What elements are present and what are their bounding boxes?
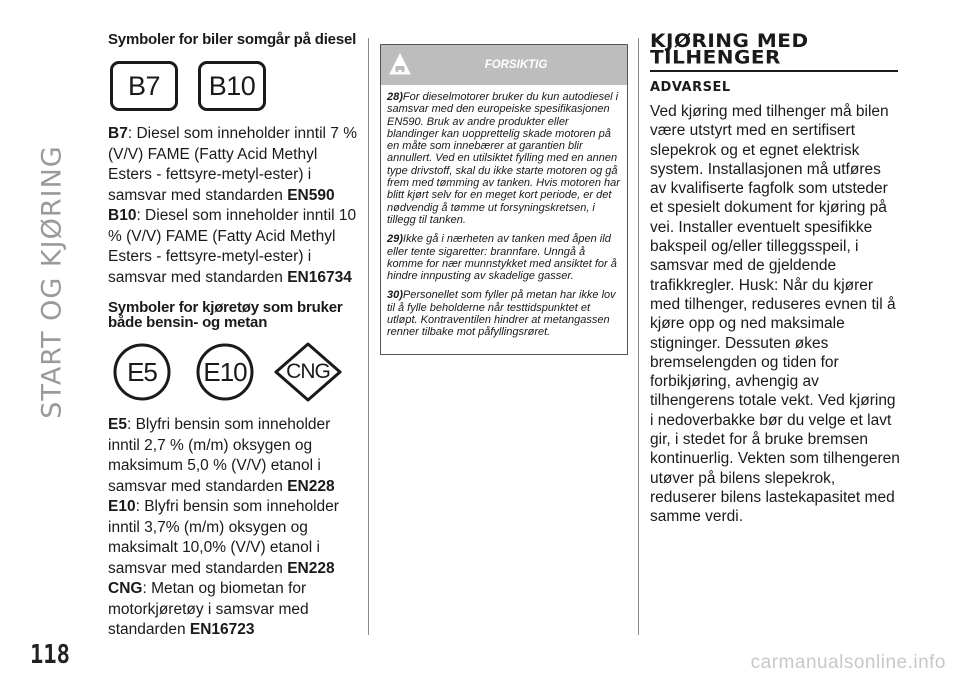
trailer-column xyxy=(650,29,900,527)
e5-badge: E5 xyxy=(108,342,176,402)
trailer-heading: KJØRING MED TILHENGER xyxy=(650,29,809,68)
diesel-badges xyxy=(110,61,360,111)
caution-car-icon xyxy=(389,53,411,80)
e5-description: E5: Blyfri bensin som inneholder inntil 2,7 % (m/m) oksygen og maksimum 5,0 % (V/V) etanol i samsvar med standarden EN228 xyxy=(108,416,335,495)
b7-badge: B7 xyxy=(110,61,178,111)
cng-description: CNG: Metan og biometan for motorkjøretøy i samsvar med standarden EN16723 xyxy=(108,580,309,638)
caution-column xyxy=(380,44,628,355)
page-number: 118 xyxy=(30,640,70,670)
section-side-title: START OG KJØRING xyxy=(36,145,68,419)
caution-box xyxy=(380,44,628,355)
caution-note-28: 28)For dieselmotorer bruker du kun autodiesel i samsvar med den europeiske spesifikasjonen EN590. Bruk av andre produkter eller blandinger kan uopprettelig skade motoren på en måte som innebærer at garantien blir annullert. Ved en utilsiktet fylling med en annen type drivstoff, skal du ikke starte motoren og gå frem med tømming av tanken. Hvis motoren har blitt kjørt selv for en meget kort periode, er det nødvendig å tømme ut forsyningskretsen, i tillegg til tanken. xyxy=(387,91,620,226)
warning-subheading: ADVARSEL xyxy=(650,80,731,95)
watermark: carmanualsonline.info xyxy=(750,652,946,673)
cng-badge: CNG xyxy=(274,342,342,402)
petrol-cng-badges xyxy=(108,342,360,402)
trailer-body-text: Ved kjøring med tilhenger må bilen være utstyrt med en sertifisert slepekrok og et egnet elektrisk system. Installasjonen må utføres av kvalifiserte fagfolk som utsteder et spesielt dokument for kjøring på vei. Installer eventuelt spesifikke bakspeil og/eller tilleggsspeil, i samsvar med de gjeldende trafikkregler. Husk: Når du kjører med tilhenger, reduseres evnen til å kjøre opp og ned maksimale stigninger. Dessuten økes bremselengden og tiden for forbikjøring, avhengig av tilhengerens totale vekt. Ved kjøring i nedoverbakke bør du velge et lavt gir, i stedet for å bruke bremsen kontinuerlig. Vekten som tilhengeren utøver på bilens slepekrok, reduserer bilens lastekapasitet med samme verdi. xyxy=(650,103,900,526)
caution-notes xyxy=(381,85,627,354)
column-divider-2 xyxy=(638,38,639,635)
b10-description: B10: Diesel som inneholder inntil 10 % (V/V) FAME (Fatty Acid Methyl Esters - fettsyre-metyl-ester) i samsvar med standarden EN16734 xyxy=(108,207,357,286)
fuel-symbols-column xyxy=(108,32,360,641)
column-divider-1 xyxy=(368,38,369,635)
b7-description: B7: Diesel som inneholder inntil 7 % (V/V) FAME (Fatty Acid Methyl Esters - fettsyre-metyl-ester) i samsvar med standarden EN590 xyxy=(108,125,357,204)
e10-description: E10: Blyfri bensin som inneholder inntil 3,7% (m/m) oksygen og maksimalt 10,0% (V/V) etanol i samsvar med standarden EN228 xyxy=(108,498,339,577)
diesel-symbols-heading: Symboler for biler somgår på diesel xyxy=(108,31,357,48)
caution-note-29: 29)Ikke gå i nærheten av tanken med åpen ild eller tente sigaretter: brannfare. Unngå å komme for nær munnstykket med ansiktet for å hindre innpusting av skadelige gasser. xyxy=(387,233,617,283)
heading-rule xyxy=(650,70,898,72)
caution-title: FORSIKTIG xyxy=(484,59,548,71)
caution-header xyxy=(381,45,627,85)
b10-badge: B10 xyxy=(198,61,266,111)
bifuel-symbols-heading: Symboler for kjøretøy som bruker både bensin- og metan xyxy=(108,299,343,331)
caution-note-30: 30)Personellet som fyller på metan har ikke lov til å fylle beholderne når testtidspunktet et utløpt. Kontraventilen hindrer at metangassen renner tilbake mot påfyllingsrøret. xyxy=(387,289,616,339)
e10-badge: E10 xyxy=(191,342,259,402)
